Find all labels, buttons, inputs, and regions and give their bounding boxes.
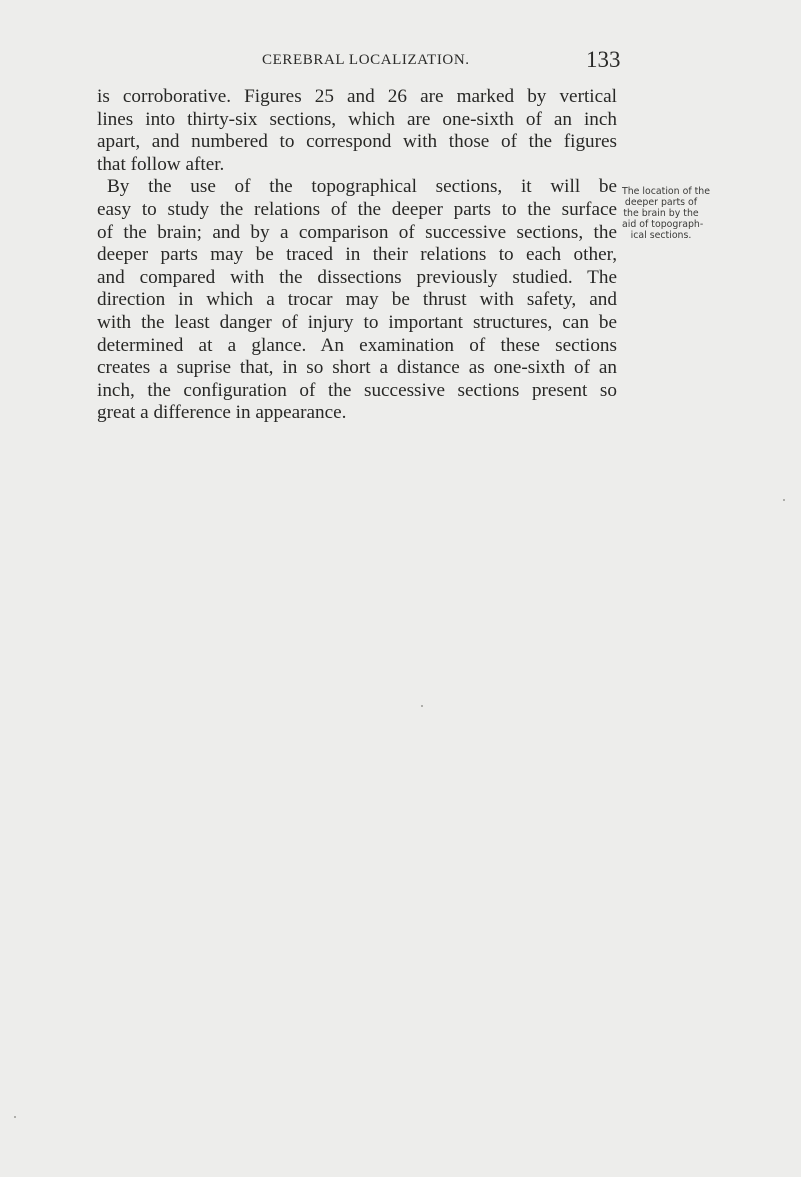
text-line: apart, and numbered to correspond with those of the figures bbox=[97, 131, 617, 153]
text-line: of the brain; and by a comparison of successive sections, the bbox=[97, 221, 617, 243]
margin-note-line: the brain by the bbox=[623, 208, 699, 219]
text-line: By the use of the topographical sections, it will be bbox=[107, 176, 617, 198]
running-title: CEREBRAL LOCALIZATION. bbox=[262, 52, 470, 68]
margin-note-line: The location of the bbox=[622, 186, 710, 197]
text-line: deeper parts may be traced in their relations to each other, bbox=[97, 244, 617, 266]
text-line: lines into thirty-six sections, which are one-sixth of an inch bbox=[97, 108, 617, 130]
margin-note bbox=[622, 186, 710, 241]
page-number: 133 bbox=[586, 47, 621, 72]
paper-speck bbox=[14, 1116, 16, 1118]
text-line: direction in which a trocar may be thrust with safety, and bbox=[97, 289, 617, 311]
text-line: and compared with the dissections previously studied. The bbox=[97, 266, 617, 288]
text-line: great a difference in appearance. bbox=[97, 402, 347, 424]
text-line: is corroborative. Figures 25 and 26 are marked by vertical bbox=[97, 86, 617, 107]
text-line: determined at a glance. An examination of these sections bbox=[97, 334, 617, 356]
margin-note-line: aid of topograph- bbox=[622, 219, 704, 230]
margin-note-line: deeper parts of bbox=[624, 197, 698, 208]
text-line: creates a suprise that, in so short a distance as one-sixth of an bbox=[97, 357, 617, 379]
text-line: easy to study the relations of the deeper parts to the surface bbox=[97, 198, 617, 220]
text-line: inch, the configuration of the successive sections present so bbox=[97, 379, 617, 401]
body-text bbox=[97, 86, 617, 425]
margin-note-line: ical sections. bbox=[630, 230, 692, 241]
text-line: with the least danger of injury to important structures, can be bbox=[97, 311, 617, 333]
paper-speck bbox=[421, 705, 423, 707]
text-line: that follow after. bbox=[97, 153, 225, 175]
paper-speck bbox=[783, 499, 785, 501]
